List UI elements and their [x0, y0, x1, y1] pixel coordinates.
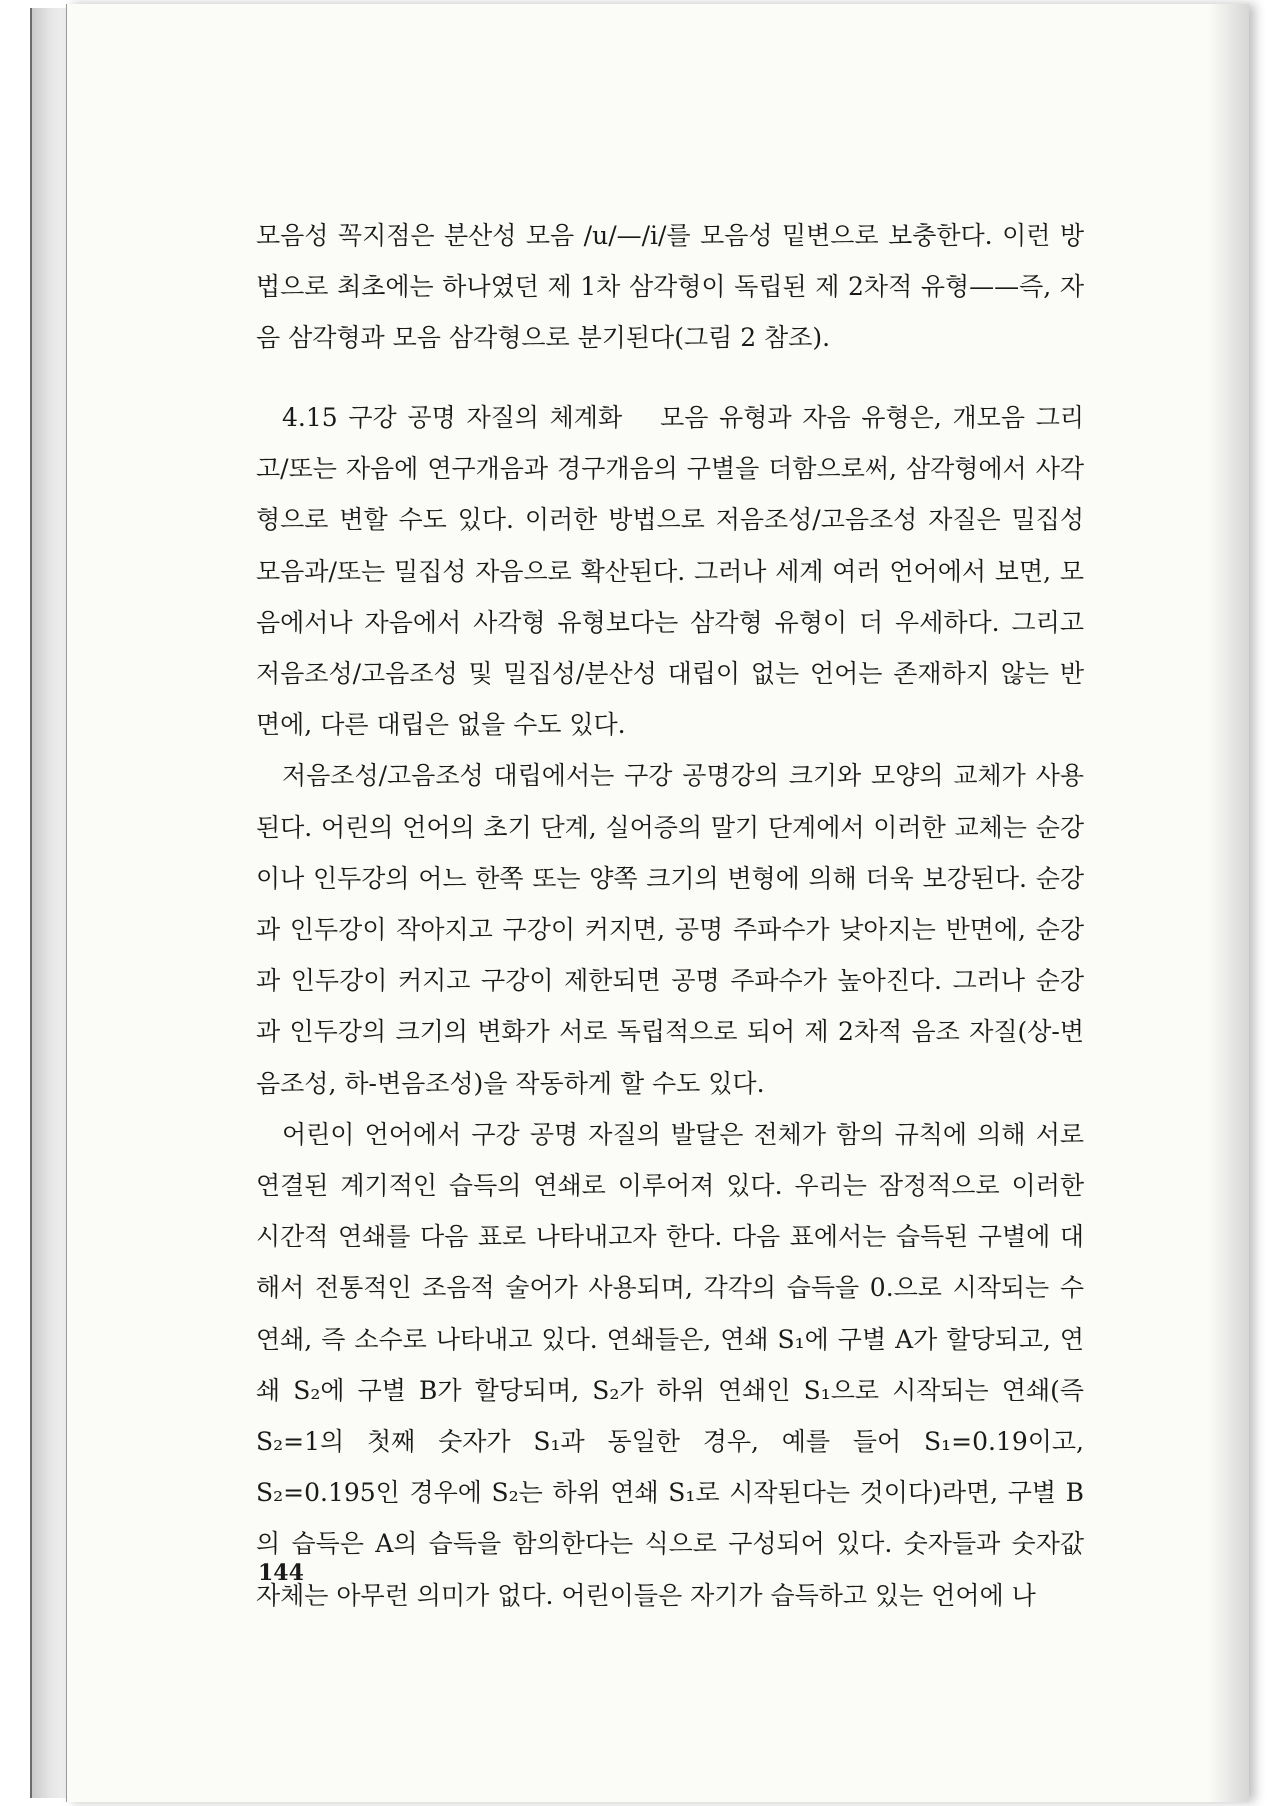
page-gutter-shadow [1209, 4, 1249, 1802]
page-stack-edge [30, 8, 70, 1798]
section-heading: 4.15 구강 공명 자질의 체계화 [282, 403, 623, 432]
section-paragraph [256, 392, 1084, 750]
section-body: 모음 유형과 자음 유형은, 개모음 그리고/또는 자음에 연구개음과 경구개음의 구별을 더함으로써, 삼각형에서 사각형으로 변할 수도 있다. 이러한 방법으로 저음조성/고음조성 자질은 밀집성 모음과/또는 밀집성 자음으로 확산된다. 그러나 세계 여러 언어에서 보면, 모음에서나 자음에서 사각형 유형보다는 삼각형 유형이 더 우세하다. 그리고 저음조성/고음조성 및 밀집성/분산성 대립이 없는 언어는 존재하지 않는 반면에, 다른 대립은 없을 수도 있다. [256, 403, 1085, 740]
paragraph-continuation: 모음성 꼭지점은 분산성 모음 /u/—/i/를 모음성 밑변으로 보충한다. 이런 방법으로 최초에는 하나였던 제 1차 삼각형이 독립된 제 2차적 유형——즉, 자음 삼각형과 모음 삼각형으로 분기된다(그림 2 참조). [256, 221, 1084, 353]
paragraph-pitch-opposition: 저음조성/고음조성 대립에서는 구강 공명강의 크기와 모양의 교체가 사용된다. 어린의 언어의 초기 단계, 실어증의 말기 단계에서 이러한 교체는 순강이나 인두강의 어느 한쪽 또는 양쪽 크기의 변형에 의해 더욱 보강된다. 순강과 인두강이 작아지고 구강이 커지면, 공명 주파수가 낮아지는 반면에, 순강과 인두강이 커지고 구강이 제한되면 공명 주파수가 높아진다. 그러나 순강과 인두강의 크기의 변화가 서로 독립적으로 되어 제 2차적 음조 자질(상-변음조성, 하-변음조성)을 작동하게 할 수도 있다. [256, 761, 1084, 1098]
paragraph-acquisition-chain: 어린이 언어에서 구강 공명 자질의 발달은 전체가 함의 규칙에 의해 서로 연결된 계기적인 습득의 연쇄로 이루어져 있다. 우리는 잠정적으로 이러한 시간적 연쇄를 다음 표로 나타내고자 한다. 다음 표에서는 습득된 구별에 대해서 전통적인 조음적 술어가 사용되며, 각각의 습득을 0.으로 시작되는 수 연쇄, 즉 소수로 나타내고 있다. 연쇄들은, 연쇄 S₁에 구별 A가 할당되고, 연쇄 S₂에 구별 B가 할당되며, S₂가 하위 연쇄인 S₁으로 시작되는 연쇄(즉 S₂=1의 첫째 숫자가 S₁과 동일한 경우, 예를 들어 S₁=0.19이고, S₂=0.195인 경우에 S₂는 하위 연쇄 S₁로 시작된다는 것이다)라면, 구별 B의 습득은 A의 습득을 함의한다는 식으로 구성되어 있다. 숫자들과 숫자값 자체는 아무런 의미가 없다. 어린이들은 자기가 습득하고 있는 언어에 나 [256, 1119, 1084, 1610]
top-text-block [256, 210, 1084, 364]
page-number: 144 [258, 1560, 304, 1586]
main-text-block [256, 392, 1084, 1621]
